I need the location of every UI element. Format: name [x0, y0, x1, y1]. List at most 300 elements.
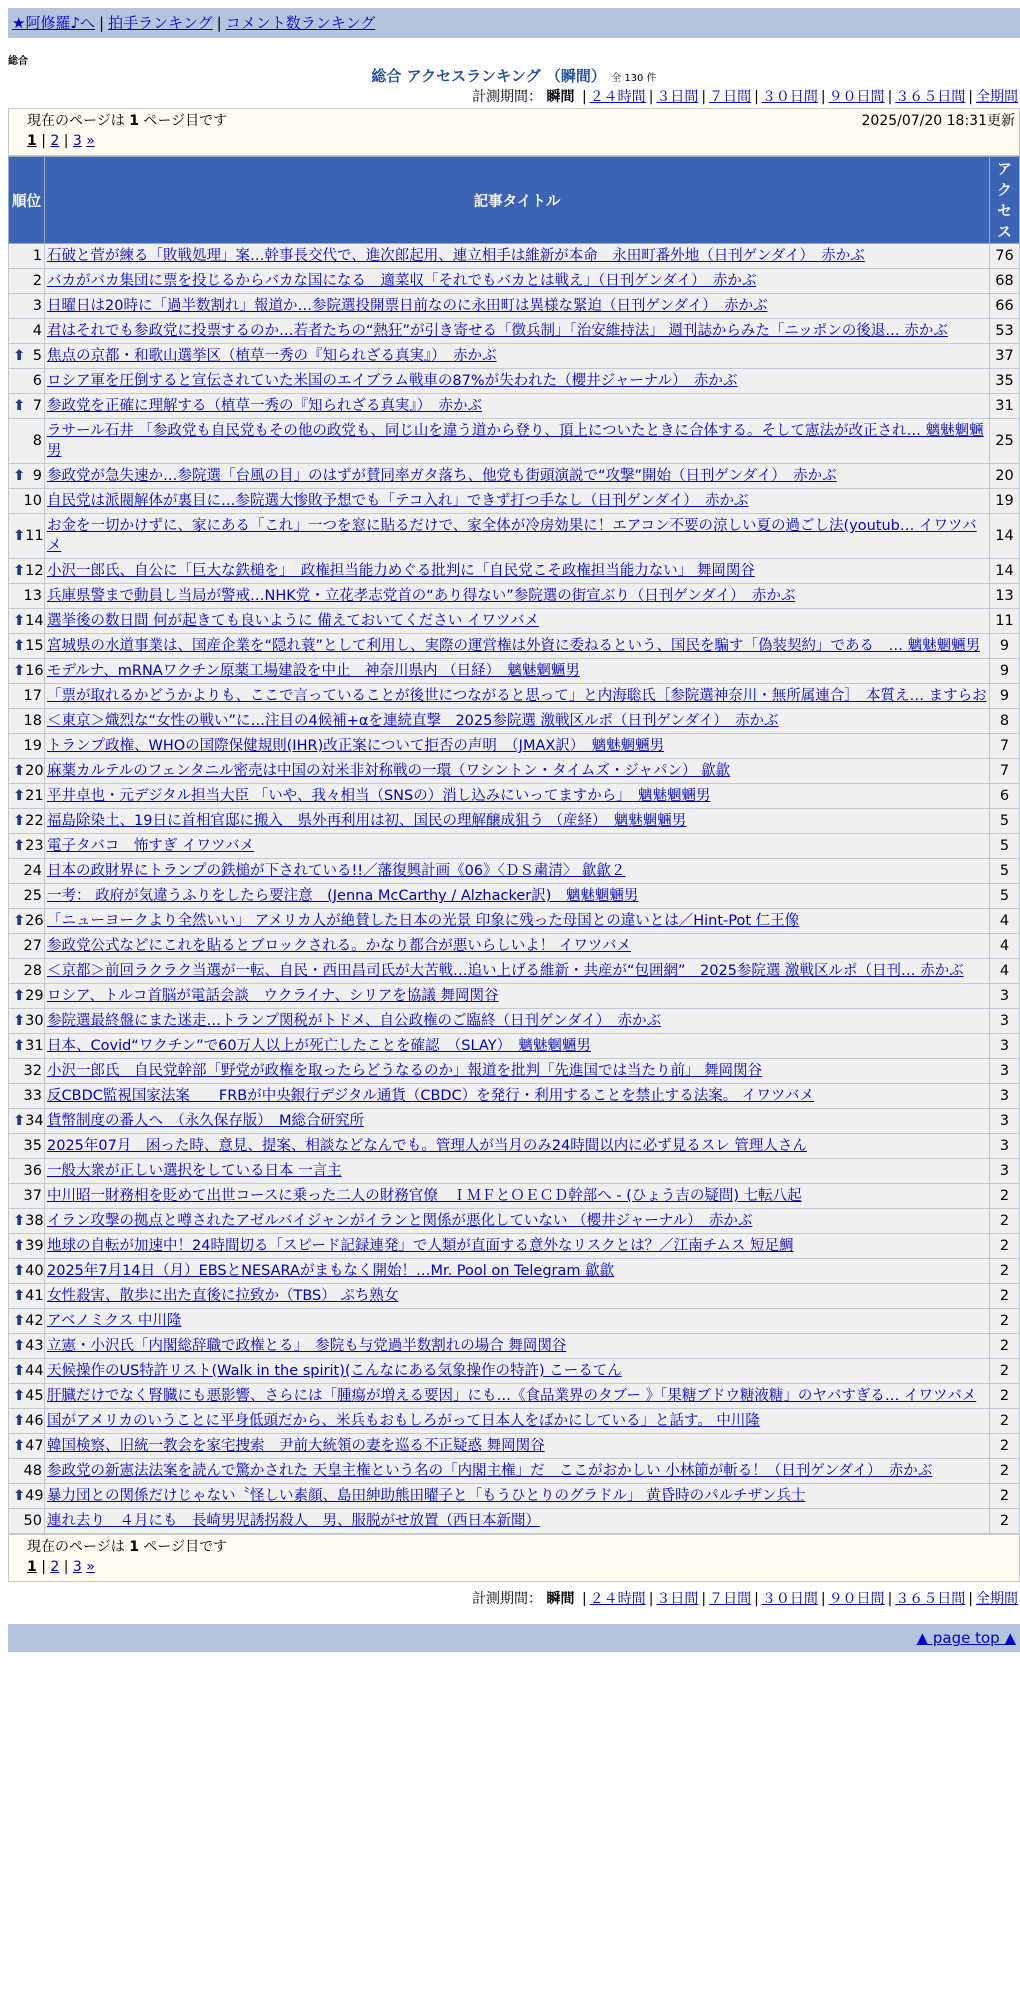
- article-title-link[interactable]: 2025年07月 困った時、意見、提案、相談などなんでも。管理人が当月のみ24時間以内に必ず見るスレ 管理人さん: [47, 1138, 807, 1154]
- rank-up-icon: ⬆: [13, 1263, 26, 1279]
- article-title-link[interactable]: アベノミクス 中川隆: [47, 1313, 182, 1329]
- rank-up-icon: ⬆: [13, 663, 26, 679]
- title-cell: [45, 984, 990, 1009]
- rank-number: 26: [25, 913, 44, 929]
- rank-number: 43: [25, 1338, 44, 1354]
- title-cell: [45, 1334, 990, 1359]
- header-rank: 順位: [9, 157, 45, 244]
- access-count: 2: [990, 1184, 1020, 1209]
- access-count: 3: [990, 1009, 1020, 1034]
- table-row: [9, 1359, 1020, 1384]
- rank-cell: [9, 1159, 45, 1184]
- access-count: 2: [990, 1484, 1020, 1509]
- title-cell: [45, 394, 990, 419]
- period-link[interactable]: ３０日間: [761, 89, 818, 105]
- comment-ranking-link[interactable]: コメント数ランキング: [225, 14, 376, 32]
- table-row: [9, 269, 1020, 294]
- title-cell: [45, 1459, 990, 1484]
- article-title-link[interactable]: ＜東京＞熾烈な“女性の戦い”に…注目の4候補+αを連続直撃 2025参院選 激戦区ルポ（日刊ゲンダイ） 赤かぶ: [47, 713, 779, 729]
- access-count: 11: [990, 609, 1020, 634]
- title-cell: [45, 1184, 990, 1209]
- rank-up-icon: ⬆: [13, 468, 26, 484]
- access-count: 2: [990, 1234, 1020, 1259]
- access-count: 2: [990, 1509, 1020, 1534]
- table-row: [9, 1209, 1020, 1234]
- period-separator: |: [820, 1591, 826, 1607]
- rank-cell: [9, 834, 45, 859]
- table-row: [9, 294, 1020, 319]
- rank-cell: [9, 1259, 45, 1284]
- table-row: [9, 784, 1020, 809]
- article-title-link[interactable]: 焦点の京都・和歌山選挙区（植草一秀の『知られざる真実』） 赤かぶ: [47, 348, 497, 364]
- article-title-link[interactable]: 福島除染土、19日に首相官邸に搬入 県外再利用は初、国民の理解醸成狙う （産経） 魑魅魍魎男: [47, 813, 687, 829]
- access-count: 2: [990, 1284, 1020, 1309]
- rank-cell: [9, 464, 45, 489]
- table-row: [9, 489, 1020, 514]
- rank-up-icon: ⬆: [13, 1113, 26, 1129]
- rank-cell: [9, 294, 45, 319]
- rank-cell: [9, 1309, 45, 1334]
- title-cell: [45, 514, 990, 559]
- table-row: [9, 909, 1020, 934]
- title-cell: [45, 1409, 990, 1434]
- period-link[interactable]: ２４時間: [589, 1591, 646, 1607]
- table-row: [9, 584, 1020, 609]
- rank-number: 47: [25, 1438, 44, 1454]
- table-row: [9, 634, 1020, 659]
- table-row: [9, 419, 1020, 464]
- nav-separator: |: [216, 14, 222, 32]
- article-title-link[interactable]: 宮城県の水道事業は、国産企業を“隠れ蓑”として利用し、実際の運営権は外資に委ねるという、国民を騙す「偽装契約」である … 魑魅魍魎男: [47, 638, 981, 654]
- title-cell: [45, 884, 990, 909]
- rank-cell: [9, 1059, 45, 1084]
- article-title-link[interactable]: モデルナ、mRNAワクチン原薬工場建設を中止 神奈川県内 （日経） 魑魅魍魎男: [47, 663, 580, 679]
- rank-cell: [9, 1109, 45, 1134]
- pager-separator: |: [59, 1559, 73, 1575]
- rank-cell: [9, 489, 45, 514]
- rank-number: 17: [23, 688, 42, 704]
- pager-next-link[interactable]: »: [86, 133, 95, 149]
- article-title-link[interactable]: 自民党は派閥解体が裏目に…参院選大惨敗予想でも「テコ入れ」できず打つ手なし（日刊ゲンダイ） 赤かぶ: [47, 493, 749, 509]
- rank-number: 48: [23, 1463, 42, 1479]
- rank-number: 25: [23, 888, 42, 904]
- article-title-link[interactable]: 女性殺害、散歩に出た直後に拉致か（TBS） ぷち熟女: [47, 1288, 399, 1304]
- rank-number: 18: [23, 713, 42, 729]
- rank-number: 23: [25, 838, 44, 854]
- article-title-link[interactable]: バカがバカ集団に票を投じるからバカな国になる 適菜収「それでもバカとは戦え」（日刊ゲンダイ） 赤かぶ: [47, 273, 757, 289]
- article-title-link[interactable]: 小沢一郎氏、自公に「巨大な鉄槌を」 政権担当能力めぐる批判に「自民党こそ政権担当能力ない」 舞岡関谷: [47, 563, 755, 579]
- rank-cell: [9, 684, 45, 709]
- pager-page-link[interactable]: 3: [72, 133, 82, 149]
- access-count: 7: [990, 734, 1020, 759]
- page-title: 総合 アクセスランキング （瞬間）: [371, 67, 606, 85]
- article-title-link[interactable]: 「ニューヨークより全然いい」 アメリカ人が絶賛した日本の光景 印象に残った母国との違いとは／Hint-Pot 仁王像: [47, 913, 800, 929]
- access-count: 8: [990, 709, 1020, 734]
- rank-number: 16: [25, 663, 44, 679]
- table-row: [9, 884, 1020, 909]
- title-cell: [45, 1309, 990, 1334]
- article-title-link[interactable]: ロシア軍を圧倒すると宣伝されていた米国のエイブラム戦車の87%が失われた（櫻井ジャーナル） 赤かぶ: [47, 373, 738, 389]
- rank-cell: [9, 809, 45, 834]
- article-title-link[interactable]: 君はそれでも参政党に投票するのか…若者たちの“熱狂”が引き寄せる「徴兵制」「治安維持法」 週刊誌からみた「ニッポンの後退… 赤かぶ: [47, 323, 948, 339]
- rank-up-icon: ⬆: [13, 1288, 26, 1304]
- period-link[interactable]: ９０日間: [828, 1591, 885, 1607]
- title-cell: [45, 1384, 990, 1409]
- period-link[interactable]: ９０日間: [828, 89, 885, 105]
- article-title-link[interactable]: 2025年7月14日（月）EBSとNESARAがまもなく開始！…Mr. Pool on Telegram 歙歙: [47, 1263, 615, 1279]
- title-cell: [45, 1084, 990, 1109]
- ranking-table: [8, 156, 1020, 1534]
- article-title-link[interactable]: お金を一切かけずに、家にある「これ」一つを窓に貼るだけで、家全体が冷房効果に！エアコン不要の涼しい夏の過ごし法(youtub… イワツバメ: [47, 518, 977, 554]
- article-title-link[interactable]: 一般大衆が正しい選択をしている日本 一言主: [47, 1163, 342, 1179]
- pager-nav: [27, 1557, 1015, 1577]
- article-title-link[interactable]: 暴力団との関係だけじゃない〝怪しい素顔、島田紳助熊田曜子と「もうひとりのグラドル」 黄昏時のパルチザン兵士: [47, 1488, 806, 1504]
- rank-up-icon: ⬆: [13, 563, 26, 579]
- table-row: [9, 934, 1020, 959]
- rank-number: 19: [23, 738, 42, 754]
- access-count: 3: [990, 1134, 1020, 1159]
- title-cell: [45, 1259, 990, 1284]
- rank-cell: [9, 1484, 45, 1509]
- rank-cell: [9, 1034, 45, 1059]
- header-title: 記事タイトル: [45, 157, 990, 244]
- period-separator: |: [887, 1591, 893, 1607]
- rank-cell: [9, 269, 45, 294]
- rank-cell: [9, 369, 45, 394]
- access-count: 2: [990, 1409, 1020, 1434]
- rank-cell: [9, 559, 45, 584]
- table-row: [9, 1234, 1020, 1259]
- rank-number: 50: [23, 1513, 42, 1529]
- access-count: 6: [990, 784, 1020, 809]
- rank-up-icon: ⬆: [13, 838, 26, 854]
- access-count: 5: [990, 809, 1020, 834]
- title-cell: [45, 859, 990, 884]
- pager-page-link[interactable]: 2: [50, 133, 60, 149]
- rank-cell: [9, 1384, 45, 1409]
- access-count: 31: [990, 394, 1020, 419]
- pager-next-link[interactable]: »: [86, 1559, 95, 1575]
- table-row: [9, 659, 1020, 684]
- applause-ranking-link[interactable]: 拍手ランキング: [108, 14, 213, 32]
- title-cell: [45, 1484, 990, 1509]
- article-title-link[interactable]: 兵庫県警まで動員し当局が警戒…NHK党・立花孝志党首の“あり得ない”参院選の街宣ぶり（日刊ゲンダイ） 赤かぶ: [47, 588, 796, 604]
- title-cell: [45, 1359, 990, 1384]
- article-title-link[interactable]: 地球の自転が加速中！24時間切る「スピード記録連発」で人類が直面する意外なリスクとは？／江南チムス 短足鯛: [47, 1238, 794, 1254]
- article-title-link[interactable]: 日本の政財界にトランプの鉄槌が下されている!!／藩復興計画《06》〈ＤＳ粛清〉 歙歙２: [47, 863, 626, 879]
- title-cell: [45, 809, 990, 834]
- rank-cell: [9, 1009, 45, 1034]
- access-count: 3: [990, 1084, 1020, 1109]
- table-row: [9, 1009, 1020, 1034]
- table-row: [9, 369, 1020, 394]
- rank-number: 12: [25, 563, 44, 579]
- article-title-link[interactable]: 反CBDC監視国家法案 FRBが中央銀行デジタル通貨（CBDC）を発行・利用することを禁止する法案。 イワツバメ: [47, 1088, 815, 1104]
- period-link[interactable]: 全期間: [976, 89, 1018, 105]
- title-cell: [45, 559, 990, 584]
- period-link[interactable]: 全期間: [976, 1591, 1018, 1607]
- article-title-link[interactable]: 立憲・小沢氏「内閣総辞職で政権とる」 参院も与党過半数割れの場合 舞岡関谷: [47, 1338, 567, 1354]
- title-cell: [45, 1009, 990, 1034]
- rank-number: 35: [23, 1138, 42, 1154]
- rank-cell: [9, 1234, 45, 1259]
- title-cell: [45, 684, 990, 709]
- access-count: 13: [990, 584, 1020, 609]
- access-count: 4: [990, 934, 1020, 959]
- access-count: 2: [990, 1359, 1020, 1384]
- access-count: 4: [990, 959, 1020, 984]
- period-current: 瞬間: [546, 89, 575, 105]
- article-title-link[interactable]: 選挙後の数日間 何が起きても良いように 備えておいてください イワツバメ: [47, 613, 540, 629]
- rank-cell: [9, 659, 45, 684]
- period-link[interactable]: ７日間: [709, 89, 752, 105]
- table-row: [9, 1109, 1020, 1134]
- access-count: 2: [990, 1309, 1020, 1334]
- access-count: 25: [990, 419, 1020, 464]
- table-row: [9, 244, 1020, 269]
- title-cell: [45, 464, 990, 489]
- rank-up-icon: ⬆: [13, 1038, 26, 1054]
- rank-number: 46: [25, 1413, 44, 1429]
- article-title-link[interactable]: イラン攻撃の拠点と噂されたアゼルバイジャンがイランと関係が悪化していない （櫻井ジャーナル） 赤かぶ: [47, 1213, 753, 1229]
- article-title-link[interactable]: トランプ政権、WHOの国際保健規則(IHR)改正案について拒否の声明 （JMAX訳） 魑魅魍魎男: [47, 738, 665, 754]
- access-count: 66: [990, 294, 1020, 319]
- rank-number: 20: [25, 763, 44, 779]
- pager-page-link[interactable]: 3: [72, 1559, 82, 1575]
- rank-number: 1: [32, 248, 42, 264]
- rank-up-icon: ⬆: [13, 1213, 26, 1229]
- header-access: アクセス: [990, 157, 1020, 244]
- article-title-link[interactable]: 日本、Covid“ワクチン”で60万人以上が死亡したことを確認 （SLAY） 魑魅魍魎男: [47, 1038, 591, 1054]
- pager-top: [8, 108, 1020, 156]
- rank-number: 37: [23, 1188, 42, 1204]
- article-title-link[interactable]: 一考： 政府が気違うふりをしたら要注意 (Jenna McCarthy / Alzhacker訳) 魑魅魍魎男: [47, 888, 639, 904]
- title-cell: [45, 784, 990, 809]
- article-title-link[interactable]: ＜京都＞前回ラクラク当選が一転、自民・西田昌司氏が大苦戦…追い上げる維新・共産が“包囲網” 2025参院選 激戦区ルポ（日刊… 赤かぶ: [47, 963, 964, 979]
- rank-up-icon: ⬆: [13, 763, 26, 779]
- rank-number: 7: [32, 398, 42, 414]
- article-title-link[interactable]: 肝臓だけでなく腎臓にも悪影響、さらには「腫瘍が増える要因」にも…《食品業界のタブー 》「果糖ブドウ糖液糖」のヤバすぎる… イワツバメ: [47, 1388, 977, 1404]
- period-separator: |: [581, 1591, 587, 1607]
- table-row: [9, 1509, 1020, 1534]
- article-title-link[interactable]: 連れ去り ４月にも 長崎男児誘拐殺人 男、服脱がせ放置（西日本新聞）: [47, 1513, 540, 1529]
- updated-timestamp: 2025/07/20 18:31更新: [861, 113, 1015, 129]
- rank-number: 39: [25, 1238, 44, 1254]
- title-cell: [45, 419, 990, 464]
- article-title-link[interactable]: 参政党の新憲法法案を読んで驚かされた 天皇主権という名の「内閣主権」だ ここがおかしい 小林節が斬る！（日刊ゲンダイ） 赤かぶ: [47, 1463, 933, 1479]
- table-row: [9, 834, 1020, 859]
- article-title-link[interactable]: ロシア、トルコ首脳が電話会談 ウクライナ、シリアを協議 舞岡関谷: [47, 988, 499, 1004]
- article-title-link[interactable]: 参政党が急失速か…参院選「台風の目」のはずが賛同率ガタ落ち、他党も街頭演説で“攻撃”開始（日刊ゲンダイ） 赤かぶ: [47, 468, 837, 484]
- rank-number: 5: [32, 348, 42, 364]
- period-link[interactable]: ３日間: [656, 1591, 699, 1607]
- article-title-link[interactable]: 天候操作のUS特許リスト(Walk in the spirit)(こんなにある気象操作の特許) こーるてん: [47, 1363, 622, 1379]
- rank-up-icon: ⬆: [13, 1438, 26, 1454]
- rank-number: 6: [32, 373, 42, 389]
- rank-number: 42: [25, 1313, 44, 1329]
- breadcrumb: 総合: [8, 56, 28, 67]
- article-title-link[interactable]: 参政党を正確に理解する（植草一秀の『知られざる真実』） 赤かぶ: [47, 398, 482, 414]
- article-title-link[interactable]: 日曜日は20時に「過半数割れ」報道か…参院選投開票日前なのに永田町は異様な緊迫（日刊ゲンダイ） 赤かぶ: [47, 298, 768, 314]
- rank-cell: [9, 244, 45, 269]
- rank-up-icon: ⬆: [13, 788, 26, 804]
- rank-number: 38: [25, 1213, 44, 1229]
- article-title-link[interactable]: 小沢一郎氏 自民党幹部「野党が政権を取ったらどうなるのか」報道を批判「先進国では当たり前」 舞岡関谷: [47, 1063, 763, 1079]
- rank-number: 14: [25, 613, 44, 629]
- period-link[interactable]: ３０日間: [761, 1591, 818, 1607]
- rank-up-icon: ⬆: [13, 813, 26, 829]
- table-row: [9, 684, 1020, 709]
- rank-cell: [9, 584, 45, 609]
- title-cell: [45, 834, 990, 859]
- rank-up-icon: ⬆: [13, 348, 26, 364]
- rank-number: 44: [25, 1363, 44, 1379]
- pager-separator: |: [36, 1559, 51, 1575]
- rank-up-icon: ⬆: [13, 638, 26, 654]
- table-row: [9, 1309, 1020, 1334]
- rank-cell: [9, 1459, 45, 1484]
- table-row: [9, 319, 1020, 344]
- home-link[interactable]: ★阿修羅♪へ: [12, 14, 96, 32]
- rank-number: 22: [25, 813, 44, 829]
- rank-number: 27: [23, 938, 42, 954]
- period-separator: |: [968, 89, 973, 105]
- article-title-link[interactable]: 貨幣制度の番人へ （永久保存版） M総合研究所: [47, 1113, 365, 1129]
- title-cell: [45, 609, 990, 634]
- article-title-link[interactable]: 国がアメリカのいうことに平身低頭だから、米兵もおもしろがって日本人をばかにしている」と話す。 中川隆: [47, 1413, 760, 1429]
- title-cell: [45, 934, 990, 959]
- table-row: [9, 514, 1020, 559]
- period-separator: |: [754, 1591, 759, 1607]
- period-current: 瞬間: [546, 1591, 575, 1607]
- rank-cell: [9, 1084, 45, 1109]
- access-count: 5: [990, 834, 1020, 859]
- article-title-link[interactable]: ラサール石井 「参政党も自民党もその他の政党も、同じ山を違う道から登り、頂上についたときに合体する。そして憲法が改正され… 魑魅魍魎男: [47, 423, 984, 459]
- rank-cell: [9, 1509, 45, 1534]
- title-cell: [45, 1434, 990, 1459]
- top-nav-bar: [8, 8, 1020, 38]
- period-link[interactable]: ７日間: [709, 1591, 752, 1607]
- rank-number: 15: [25, 638, 44, 654]
- rank-cell: [9, 759, 45, 784]
- access-count: 4: [990, 909, 1020, 934]
- rank-up-icon: ⬆: [13, 1488, 26, 1504]
- rank-number: 2: [32, 273, 42, 289]
- rank-cell: [9, 514, 45, 559]
- page-top-link[interactable]: ▲ page top ▲: [916, 1629, 1016, 1647]
- table-row: [9, 959, 1020, 984]
- access-count: 20: [990, 464, 1020, 489]
- access-count: 9: [990, 684, 1020, 709]
- article-title-link[interactable]: 参政党公式などにこれを貼るとブロックされる。かなり都合が悪いらしいよ！ イワツバメ: [47, 938, 632, 954]
- article-title-link[interactable]: 石破と菅が練る「敗戦処理」案…幹事長交代で、進次郎起用、連立相手は維新が本命 永田町番外地（日刊ゲンダイ） 赤かぶ: [47, 248, 865, 264]
- rank-cell: [9, 959, 45, 984]
- access-count: 2: [990, 1434, 1020, 1459]
- title-cell: [45, 1034, 990, 1059]
- period-link[interactable]: ２４時間: [589, 89, 646, 105]
- rank-number: 9: [32, 468, 42, 484]
- rank-number: 4: [32, 323, 42, 339]
- access-count: 9: [990, 659, 1020, 684]
- pager-page-link[interactable]: 2: [50, 1559, 60, 1575]
- table-row: [9, 1334, 1020, 1359]
- title-cell: [45, 959, 990, 984]
- title-cell: [45, 344, 990, 369]
- rank-cell: [9, 859, 45, 884]
- period-selector-bottom: [8, 1588, 1020, 1610]
- title-cell: [45, 1209, 990, 1234]
- pager-bottom: [8, 1534, 1020, 1582]
- access-count: 3: [990, 1159, 1020, 1184]
- article-title-link[interactable]: 平井卓也・元デジタル担当大臣 「いや、我々相当（SNSの）消し込みにいってますから」 魑魅魍魎男: [47, 788, 711, 804]
- rank-cell: [9, 909, 45, 934]
- article-title-link[interactable]: 「票が取れるかどうかよりも、ここで言っていることが後世につながると思って」と内海聡氏［参院選神奈川・無所属連合］ 本質え… ますらお: [47, 688, 987, 704]
- page: [8, 8, 1020, 1652]
- table-row: [9, 609, 1020, 634]
- rank-cell: [9, 1334, 45, 1359]
- rank-up-icon: ⬆: [13, 1363, 26, 1379]
- table-row: [9, 464, 1020, 489]
- period-separator: |: [648, 1591, 654, 1607]
- period-separator: |: [701, 89, 707, 105]
- rank-number: 34: [25, 1113, 44, 1129]
- article-title-link[interactable]: 参院選最終盤にまた迷走…トランプ関税がトドメ、自公政権のご臨終（日刊ゲンダイ） 赤かぶ: [47, 1013, 662, 1029]
- rank-up-icon: ⬆: [13, 398, 26, 414]
- rank-number: 40: [25, 1263, 44, 1279]
- period-separator: |: [887, 89, 893, 105]
- rank-cell: [9, 319, 45, 344]
- article-title-link[interactable]: 麻薬カルテルのフェンタニル密売は中国の対米非対称戦の一環（ワシントン・タイムズ・ジャパン） 歙歙: [47, 763, 731, 779]
- table-row: [9, 1034, 1020, 1059]
- article-title-link[interactable]: 韓国検察、旧統一教会を家宅捜索 尹前大統領の妻を巡る不正疑惑 舞岡関谷: [47, 1438, 545, 1454]
- rank-up-icon: ⬆: [13, 1413, 26, 1429]
- title-cell: [45, 269, 990, 294]
- rank-cell: [9, 609, 45, 634]
- rank-cell: [9, 1209, 45, 1234]
- rank-up-icon: ⬆: [13, 1013, 26, 1029]
- access-count: 2: [990, 1259, 1020, 1284]
- table-row: [9, 559, 1020, 584]
- access-count: 3: [990, 1109, 1020, 1134]
- period-links: [579, 1591, 1018, 1607]
- access-count: 9: [990, 634, 1020, 659]
- period-link[interactable]: ３６５日間: [895, 89, 966, 105]
- access-count: 37: [990, 344, 1020, 369]
- title-cell: [45, 1284, 990, 1309]
- access-count: 14: [990, 514, 1020, 559]
- period-separator: |: [968, 1591, 973, 1607]
- table-header-row: [9, 157, 1020, 244]
- title-cell: [45, 489, 990, 514]
- period-link[interactable]: ３６５日間: [895, 1591, 966, 1607]
- table-row: [9, 809, 1020, 834]
- access-count: 2: [990, 1209, 1020, 1234]
- table-row: [9, 1459, 1020, 1484]
- table-row: [9, 1059, 1020, 1084]
- article-title-link[interactable]: 中川昭一財務相を貶めて出世コースに乗った二人の財務官僚 ＩＭＦとＯＥＣＤ幹部へ - (ひょう吉の疑問) 七転八起: [47, 1188, 802, 1204]
- rank-number: 10: [23, 493, 42, 509]
- access-count: 3: [990, 984, 1020, 1009]
- rank-number: 41: [25, 1288, 44, 1304]
- rank-cell: [9, 634, 45, 659]
- article-title-link[interactable]: 電子タバコ 怖すぎ イワツバメ: [47, 838, 255, 854]
- period-link[interactable]: ３日間: [656, 89, 699, 105]
- nav-separator: |: [99, 14, 105, 32]
- table-row: [9, 1259, 1020, 1284]
- title-cell: [45, 369, 990, 394]
- rank-cell: [9, 984, 45, 1009]
- rank-cell: [9, 1434, 45, 1459]
